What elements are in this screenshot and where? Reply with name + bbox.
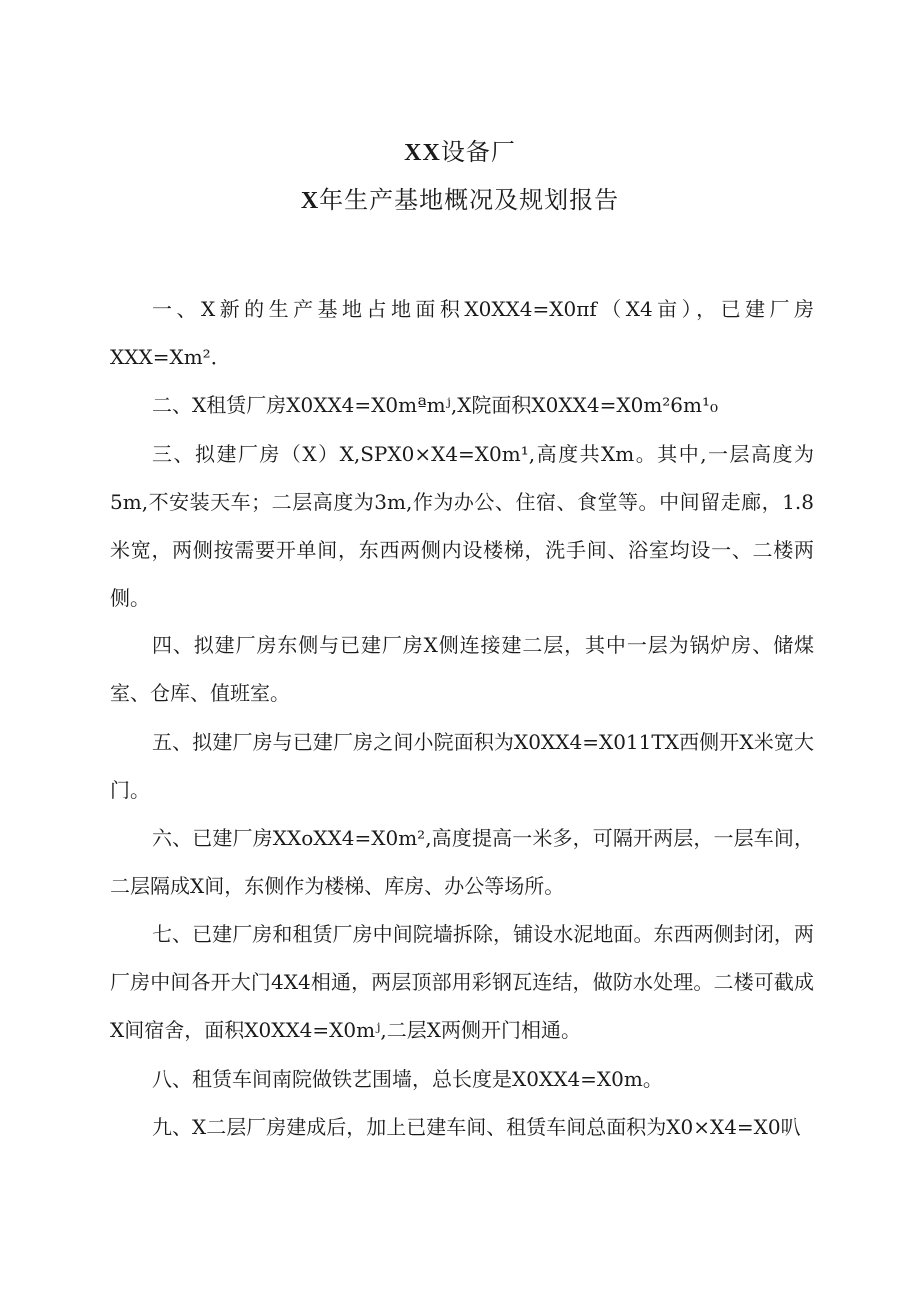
title-text: 设备厂	[440, 138, 516, 166]
title-bold-part: XX	[404, 140, 441, 166]
document-subtitle	[0, 185, 920, 216]
paragraph-1: 一、X新的生产基地占地面积X0XX4=X0πf（X4亩），已建厂房XXX=Xm²．	[110, 297, 814, 369]
paragraph-8: 八、租赁车间南院做铁艺围墙，总长度是X0XX4=X0m。	[152, 1067, 663, 1091]
paragraph-9: 九、X二层厂房建成后，加上已建车间、租赁车间总面积为X0×X4=X0叭	[152, 1115, 801, 1139]
paragraph-5: 五、拟建厂房与已建厂房之间小院面积为X0XX4=X011TX西侧开X米宽大门。	[110, 730, 814, 802]
paragraph-7: 七、已建厂房和租赁厂房中间院墙拆除，铺设水泥地面。东西两侧封闭，两厂房中间各开大门4X4相通，两层顶部用彩钢瓦连结，做防水处理。二楼可截成X间宿舍，面积X0XX4=X0mʲ,二层X两侧开门相通。	[110, 922, 814, 1042]
paragraph-3: 三、拟建厂房（X）X,SPX0×X4=X0m¹,高度共Xm。其中,一层高度为5m,不安装天车；二层高度为3m,作为办公、住宿、食堂等。中间留走廊，1.8米宽，两侧按需要开单间，东西两侧内设楼梯，洗手间、浴室均设一、二楼两侧。	[110, 442, 814, 610]
paragraph-2: 二、X租赁厂房X0XX4=X0mªmʲ,X院面积X0XX4=X0m²6m¹₀	[152, 393, 719, 417]
subtitle-text: 年生产基地概况及规划报告	[319, 186, 620, 214]
paragraph-4: 四、拟建厂房东侧与已建厂房X侧连接建二层，其中一层为锅炉房、储煤室、仓库、值班室。	[110, 633, 814, 705]
paragraph-6: 六、已建厂房XXoXX4=X0m²,高度提高一米多，可隔开两层，一层车间，二层隔成X间，东侧作为楼梯、库房、办公等场所。	[110, 826, 814, 898]
document-title	[0, 137, 920, 168]
subtitle-bold-part: X	[300, 188, 320, 214]
